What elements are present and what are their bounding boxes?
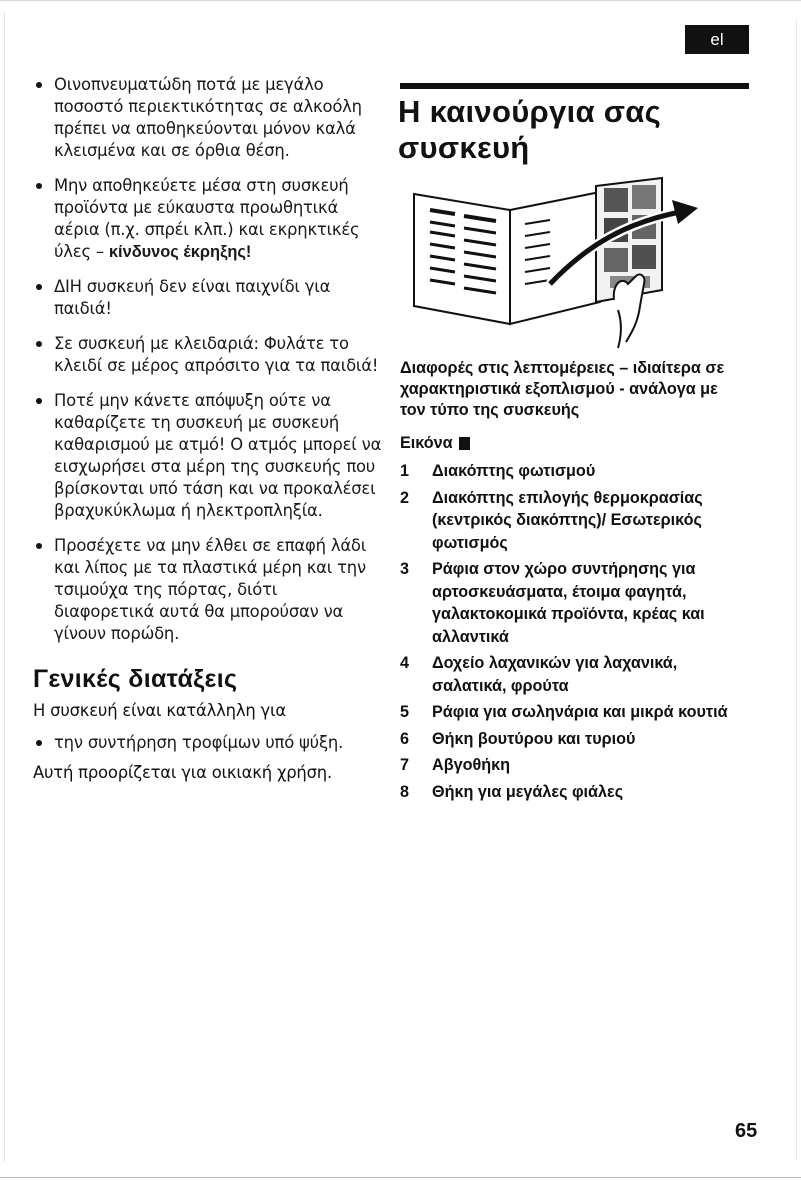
general-bullets <box>30 732 382 754</box>
warning-item: ΔΙΗ συσκευή δεν είναι παιχνίδι για παιδιά! <box>30 276 382 320</box>
appliance-parts-list <box>400 460 745 803</box>
safety-warnings-list <box>30 74 382 645</box>
page-edge-right <box>796 20 797 1160</box>
list-item: 7 Αβγοθήκη <box>400 756 511 774</box>
warning-emphasis: κίνδυνος έκρηξης! <box>108 243 252 261</box>
list-item: 4 Δοχείο λαχανικών για λαχανικά, σαλατικά, φρούτα <box>400 654 678 695</box>
warning-item: Οινοπνευματώδη ποτά με μεγάλο ποσοστό περιεκτικότητας σε αλκοόλη πρέπει να αποθηκεύονται μόνον καλά κλεισμένα και σε όρθια θέση. <box>30 74 382 162</box>
figure-marker-icon <box>459 437 470 450</box>
list-item: 2 Διακόπτης επιλογής θερμοκρασίας (κεντρικός διακόπτης)/ Εσωτερικός φωτισμός <box>400 488 703 552</box>
left-column <box>30 74 382 794</box>
list-item: 1 Διακόπτης φωτισμού <box>400 462 596 480</box>
title-rule <box>400 83 749 89</box>
warning-item: Μην αποθηκεύετε μέσα στη συσκευή προϊόντα με εύκαυστα προωθητικά αέρια (π.χ. σπρέι κλπ.) και εκρηκτικές ύλες – κίνδυνος έκρηξης! <box>30 175 382 263</box>
warning-item: Ποτέ μην κάνετε απόψυξη ούτε να καθαρίζετε τη συσκευή με συσκευή καθαρισμού με ατμό! Ο ατμός μπορεί να εισχωρήσει στα μέρη της συσκευής που βρίσκονται υπό τάση και να προκαλέσει βραχυκύκλωμα ή ηλεκτροπληξία. <box>30 390 382 522</box>
list-item: 5 Ράφια για σωληνάρια και μικρά κουτιά <box>400 703 728 721</box>
general-provisions-title: Γενικές διατάξεις <box>33 665 238 693</box>
general-intro: Η συσκευή είναι κατάλληλη για <box>33 701 286 720</box>
language-tab: el <box>685 25 749 54</box>
manual-fold-out-illustration <box>400 172 720 350</box>
list-item: 8 Θήκη για μεγάλες φιάλες <box>400 782 624 801</box>
page-number: 65 <box>735 1120 758 1142</box>
list-item: 6 Θήκη βουτύρου και τυριού <box>400 729 636 748</box>
page-title: Η καινούργια σας συσκευή <box>398 94 662 165</box>
general-outro: Αυτή προορίζεται για οικιακή χρήση. <box>33 763 332 782</box>
hand-icon <box>614 274 645 348</box>
variation-note: Διαφορές στις λεπτομέρειες – ιδιαίτερα σε χαρακτηριστικά εξοπλισμού - ανάλογα με τον τύπο της συσκευής <box>400 359 725 419</box>
general-bullet-item: την συντήρηση τροφίμων υπό ψύξη. <box>30 732 382 754</box>
warning-item: Σε συσκευή με κλειδαριά: Φυλάτε το κλειδί σε μέρος απρόσιτο για τα παιδιά! <box>30 333 382 377</box>
warning-item: Προσέχετε να μην έλθει σε επαφή λάδι και λίπος με τα πλαστικά μέρη και την τσιμούχα της πόρτας, διότι διαφορετικά αυτά θα μπορούσαν να γίνουν πορώδη. <box>30 535 382 645</box>
list-item: 3 Ράφια στον χώρο συντήρησης για αρτοσκευάσματα, έτοιμα φαγητά, γαλακτοκομικά προϊόντα, κρέας και αλλαντικά <box>400 560 705 646</box>
page-edge-top <box>0 0 801 2</box>
right-column <box>400 358 745 807</box>
page-edge-bottom <box>0 1177 801 1179</box>
figure-reference: Εικόνα <box>400 433 745 454</box>
page-edge-left <box>4 12 5 1162</box>
